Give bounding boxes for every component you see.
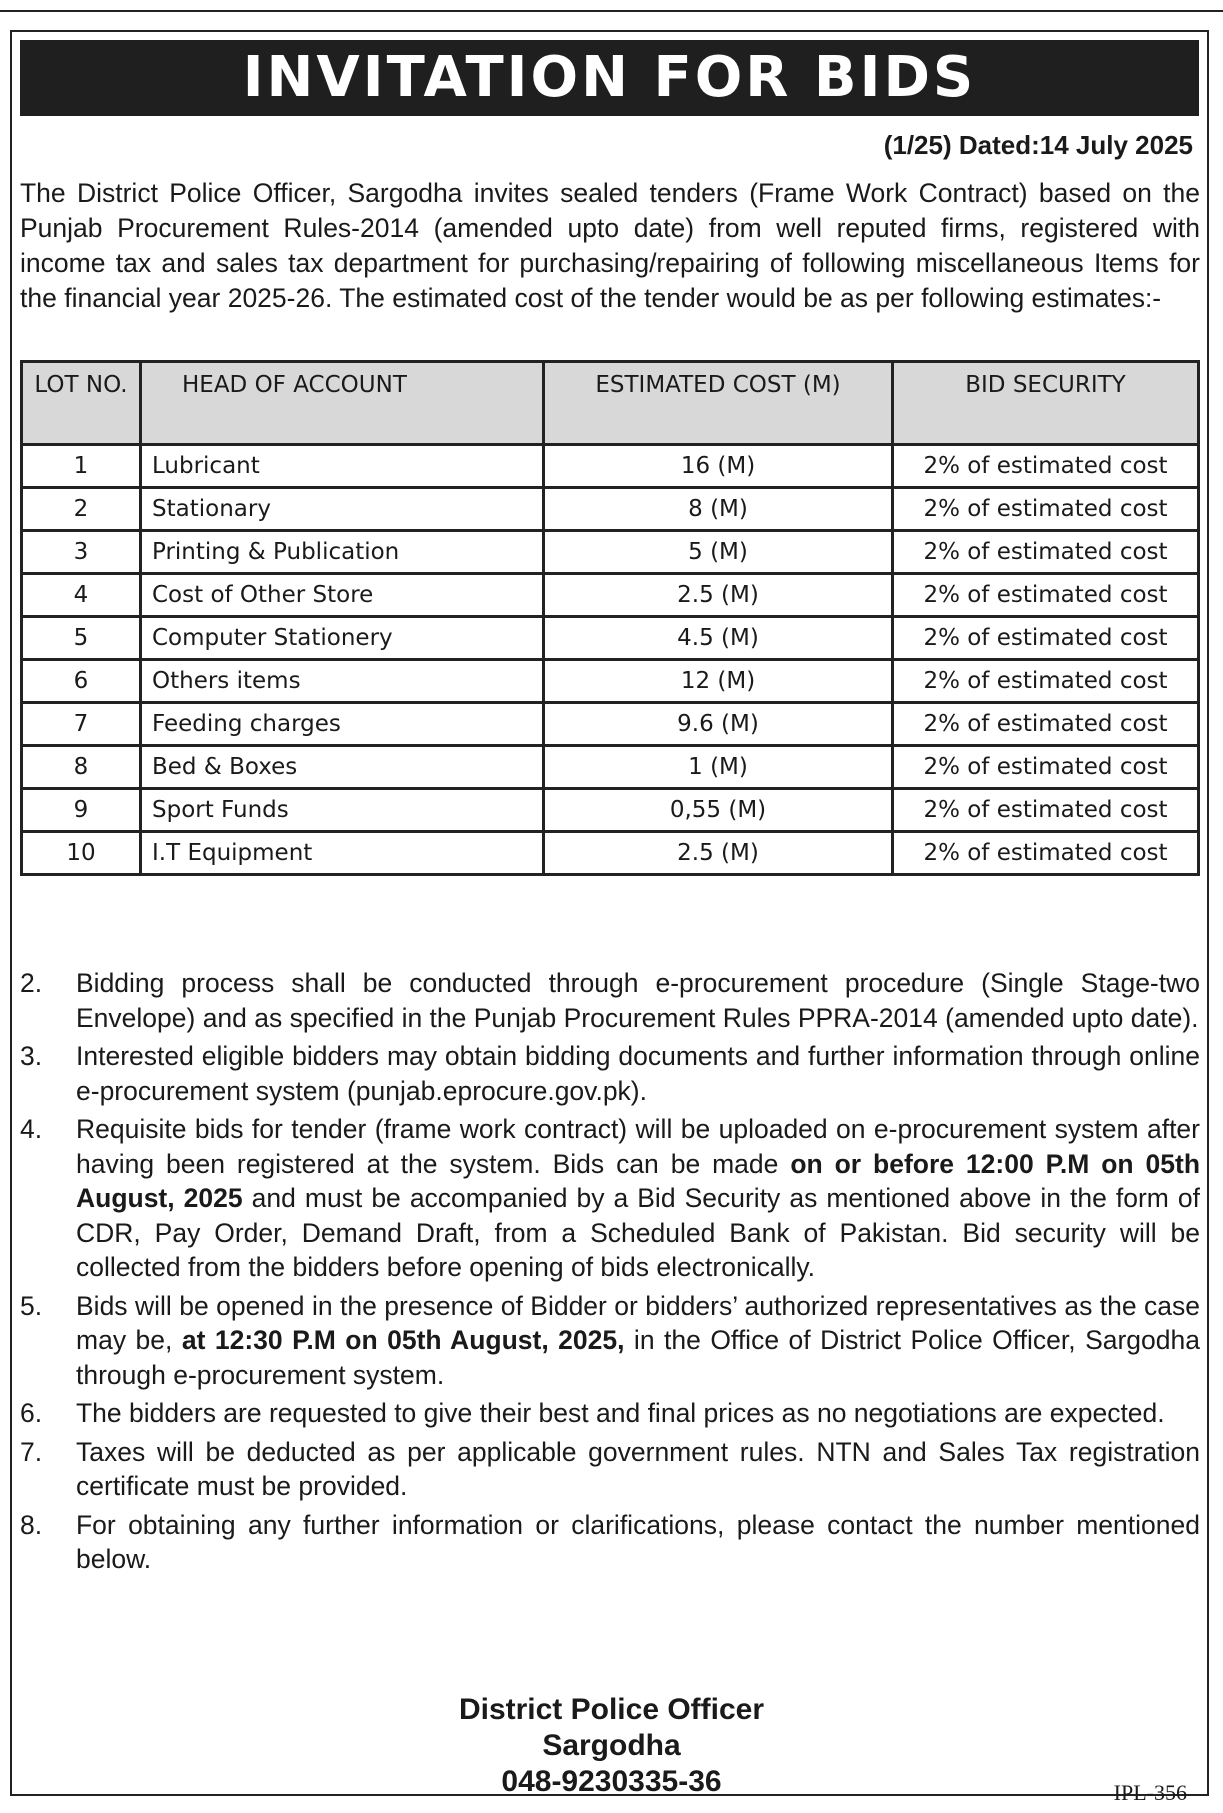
cell-bid-security: 2% of estimated cost (893, 617, 1199, 660)
list-item-number: 3. (20, 1041, 43, 1071)
list-item (20, 1112, 1200, 1285)
cell-estimated-cost: 16 (M) (544, 445, 893, 488)
list-item-text (76, 1112, 1200, 1285)
cell-bid-security: 2% of estimated cost (893, 660, 1199, 703)
list-item-text (76, 1039, 1200, 1108)
cell-lot: 8 (22, 746, 141, 789)
table-row (22, 703, 1199, 746)
list-item (20, 1508, 1200, 1577)
emphasis-text: on or before 12:00 P.M on 05th August, 2025 (76, 1148, 1201, 1213)
cell-head-of-account: Sport Funds (141, 789, 544, 832)
text-segment: Interested eligible bidders may obtain bidding documents and further information through online e-procurement system (punjab.eprocure.gov.pk). (76, 1041, 1200, 1106)
cell-bid-security: 2% of estimated cost (893, 832, 1199, 875)
text-segment: For obtaining any further information or clarifications, please contact the number mentioned below. (76, 1509, 1200, 1574)
list-item (20, 1039, 1200, 1108)
table-row (22, 617, 1199, 660)
cell-head-of-account: Stationary (141, 488, 544, 531)
table-row (22, 832, 1199, 875)
cell-lot: 4 (22, 574, 141, 617)
cell-estimated-cost: 2.5 (M) (544, 574, 893, 617)
cell-bid-security: 2% of estimated cost (893, 789, 1199, 832)
text-segment: in the Office of District Police Officer, Sargodha through e-procurement system. (76, 1325, 1200, 1390)
list-item-number: 2. (20, 968, 43, 998)
signature-city: Sargodha (542, 1729, 681, 1762)
notice-frame (10, 30, 1209, 1805)
list-item (20, 966, 1200, 1035)
cell-bid-security: 2% of estimated cost (893, 445, 1199, 488)
cell-bid-security: 2% of estimated cost (893, 574, 1199, 617)
cell-estimated-cost: 2.5 (M) (544, 832, 893, 875)
list-item-text (76, 1396, 1200, 1431)
table-row (22, 789, 1199, 832)
cell-head-of-account: I.T Equipment (141, 832, 544, 875)
notice-title: INVITATION FOR BIDS (20, 40, 1199, 116)
list-item-number: 7. (20, 1436, 43, 1467)
signature-block (12, 1692, 1211, 1800)
cell-head-of-account: Lubricant (141, 445, 544, 488)
table-header-row (22, 362, 1199, 445)
cell-lot: 7 (22, 703, 141, 746)
cell-lot: 3 (22, 531, 141, 574)
table-row (22, 660, 1199, 703)
table-row (22, 574, 1199, 617)
emphasis-text: at 12:30 P.M on 05th August, 2025, (181, 1325, 625, 1355)
list-item (20, 1435, 1200, 1504)
text-segment: Requisite bids for tender (frame work contract) will be uploaded on e-procurement system after having been registered at the system. Bids can be made (76, 1114, 1200, 1179)
cell-head-of-account: Bed & Boxes (141, 746, 544, 789)
cell-head-of-account: Printing & Publication (141, 531, 544, 574)
cell-head-of-account: Computer Stationery (141, 617, 544, 660)
cell-lot: 6 (22, 660, 141, 703)
cell-estimated-cost: 9.6 (M) (544, 703, 893, 746)
bids-table (20, 360, 1200, 876)
top-rule (0, 10, 1223, 12)
header-lot: LOT NO. (22, 362, 141, 445)
cell-estimated-cost: 5 (M) (544, 531, 893, 574)
list-item (20, 1396, 1200, 1431)
text-segment: Bidding process shall be conducted through e-procurement procedure (Single Stage-two Envelope) and as specified in the Punjab Procurement Rules PPRA-2014 (amended upto date). (76, 968, 1200, 1033)
list-item-text (76, 1435, 1200, 1504)
text-segment: The bidders are requested to give their best and final prices as no negotiations are expected. (76, 1398, 1165, 1428)
list-item-number: 6. (20, 1398, 43, 1428)
list-item-text (76, 966, 1200, 1035)
list-item-text (76, 1508, 1200, 1577)
list-item-number: 4. (20, 1114, 43, 1144)
text-segment: Taxes will be deducted as per applicable government rules. NTN and Sales Tax registration certificate must be provided. (76, 1436, 1200, 1501)
cell-bid-security: 2% of estimated cost (893, 746, 1199, 789)
text-segment: and must be accompanied by a Bid Security as mentioned above in the form of CDR, Pay Order, Demand Draft, from a Scheduled Bank of Pakistan. Bid security will be collected from the bidders before opening of bids electronically. (76, 1183, 1200, 1282)
header-bid-security: BID SECURITY (893, 362, 1199, 445)
cell-head-of-account: Cost of Other Store (141, 574, 544, 617)
header-head-of-account: HEAD OF ACCOUNT (141, 362, 544, 445)
cell-estimated-cost: 4.5 (M) (544, 617, 893, 660)
cell-lot: 1 (22, 445, 141, 488)
cell-bid-security: 2% of estimated cost (893, 703, 1199, 746)
cell-head-of-account: Feeding charges (141, 703, 544, 746)
cell-head-of-account: Others items (141, 660, 544, 703)
list-item-number: 5. (20, 1290, 43, 1321)
list-item-number: 8. (20, 1509, 43, 1540)
terms-list (20, 966, 1200, 1581)
cell-estimated-cost: 8 (M) (544, 488, 893, 531)
signature-title: District Police Officer (458, 1693, 765, 1726)
list-item-text (76, 1289, 1200, 1393)
cell-bid-security: 2% of estimated cost (893, 531, 1199, 574)
cell-bid-security: 2% of estimated cost (893, 488, 1199, 531)
table-row (22, 531, 1199, 574)
intro-paragraph: The District Police Officer, Sargodha invites sealed tenders (Frame Work Contract) based on the Punjab Procurement Rules-2014 (amended upto date) from well reputed firms, registered with income tax and sales tax department for purchasing/repairing of following miscellaneous Items for the financial year 2025-26. The estimated cost of the tender would be as per following estimates:- (20, 178, 1200, 313)
cell-estimated-cost: 0,55 (M) (544, 789, 893, 832)
notice-date: (1/25) Dated:14 July 2025 (883, 130, 1193, 160)
cell-lot: 2 (22, 488, 141, 531)
signature-phone: 048-9230335-36 (501, 1765, 722, 1798)
list-item (20, 1289, 1200, 1393)
cell-lot: 9 (22, 789, 141, 832)
text-segment: Bids will be opened in the presence of Bidder or bidders’ authorized representatives as the case may be, (76, 1290, 1200, 1355)
table-row (22, 746, 1199, 789)
table-row (22, 445, 1199, 488)
header-estimated-cost: ESTIMATED COST (M) (544, 362, 893, 445)
reference-code: IPL-356 (1113, 1780, 1187, 1805)
table-row (22, 488, 1199, 531)
cell-lot: 10 (22, 832, 141, 875)
table-body (22, 445, 1199, 875)
cell-estimated-cost: 1 (M) (544, 746, 893, 789)
cell-estimated-cost: 12 (M) (544, 660, 893, 703)
cell-lot: 5 (22, 617, 141, 660)
